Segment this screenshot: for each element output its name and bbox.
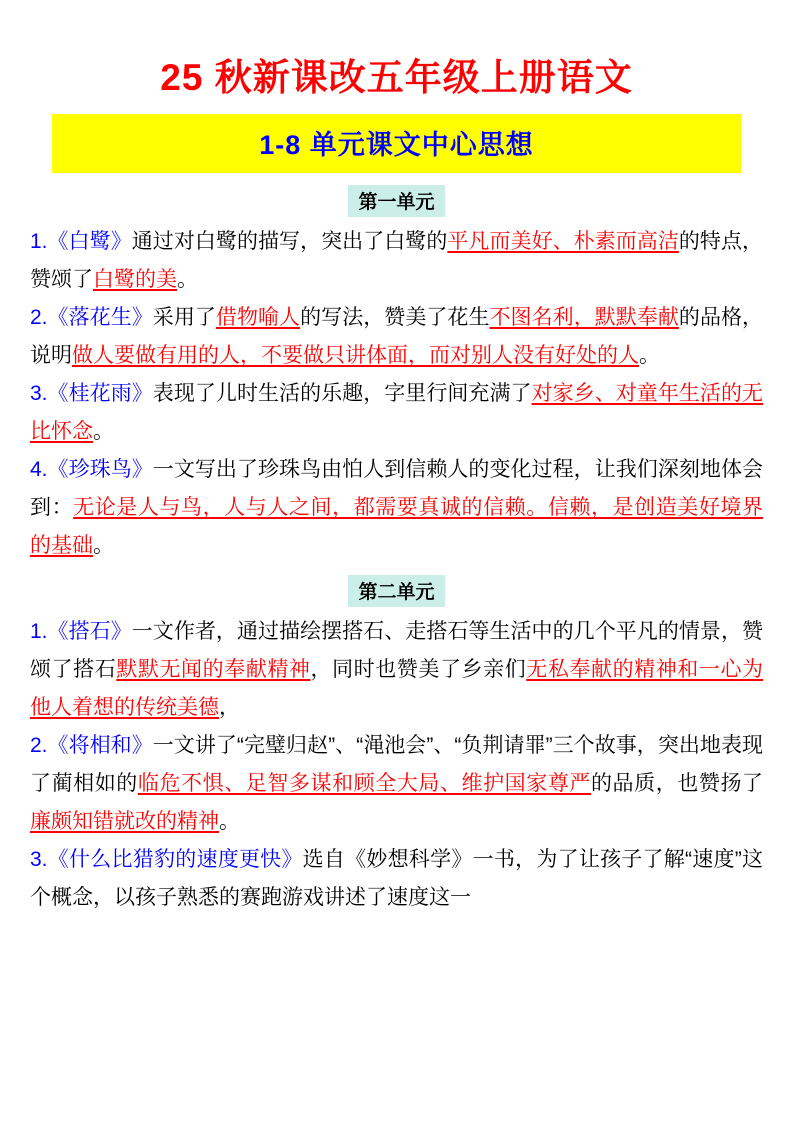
summary-text: 平凡而美好、朴素而高洁: [447, 230, 679, 254]
lesson-summary: [30, 727, 763, 841]
summary-text: 一文作者，通过描绘摆搭石、走搭石等生活中的几个平凡的情景，赞颂了搭石: [30, 620, 763, 682]
item-number: 3.: [30, 382, 48, 406]
unit-heading-label: 第一单元: [348, 185, 444, 217]
lesson-summary: [30, 613, 763, 727]
summary-text: ，同时也赞美了乡亲们: [310, 658, 527, 682]
summary-text: 一文讲了“完璧归赵”、“渑池会”、“负荆请罪”三个故事，突出地表现了蔺相如的: [30, 734, 763, 796]
lesson-title: 《桂花雨》: [47, 382, 153, 406]
summary-text: 白鹭的美: [93, 268, 177, 292]
summary-text: 默默无闻的奉献精神: [116, 658, 311, 682]
lesson-title: 《什么比猎豹的速度更快》: [47, 848, 303, 872]
item-number: 3.: [30, 848, 48, 872]
lesson-summary: [30, 299, 763, 375]
lesson-title: 《落花生》: [47, 306, 153, 330]
item-number: 2.: [30, 306, 48, 330]
lesson-title: 《将相和》: [47, 734, 153, 758]
summary-text: 做人要做有用的人，不要做只讲体面，而对别人没有好处的人: [72, 344, 639, 368]
summary-text: 。: [177, 268, 198, 292]
summary-text: 的写法，赞美了花生: [300, 306, 490, 330]
summary-text: 采用了: [152, 306, 216, 330]
summary-text: 的特点，赞颂了: [30, 230, 764, 292]
unit-heading: [30, 185, 763, 217]
unit-heading: [30, 575, 763, 607]
lesson-title: 《珍珠鸟》: [47, 458, 153, 482]
subtitle-banner: [52, 114, 741, 173]
summary-text: 。: [219, 810, 240, 834]
summary-text: 无私奉献的精神和一心为他人着想的传统美德: [30, 658, 764, 720]
subtitle-text: 1-8 单元课文中心思想: [259, 130, 534, 161]
summary-text: ，: [219, 696, 240, 720]
unit-heading-label: 第二单元: [348, 575, 444, 607]
item-number: 2.: [30, 734, 48, 758]
item-number: 1.: [30, 620, 48, 644]
item-number: 4.: [30, 458, 48, 482]
lesson-title: 《搭石》: [47, 620, 132, 644]
summary-text: 的品质，也赞扬了: [590, 772, 764, 796]
summary-text: 廉颇知错就改的精神: [30, 810, 219, 834]
summary-text: 临危不惧、足智多谋和顾全大局、维护国家尊严: [137, 772, 591, 796]
summary-text: 不图名利，默默奉献: [489, 306, 679, 330]
summary-text: 。: [93, 534, 114, 558]
summary-text: 通过对白鹭的描写，突出了白鹭的: [131, 230, 448, 254]
summary-text: 。: [93, 420, 114, 444]
summary-text: 的品格，说明: [30, 306, 764, 368]
summary-text: 一文写出了珍珠鸟由怕人到信赖人的变化过程，让我们深刻地体会到：: [30, 458, 764, 520]
summary-text: 选自《妙想科学》一书，为了让孩子了解“速度”这个概念，以孩子熟悉的赛跑游戏讲述了速度这一: [30, 848, 763, 910]
lesson-summary: [30, 223, 763, 299]
item-number: 1.: [30, 230, 48, 254]
summary-text: 表现了儿时生活的乐趣，字里行间充满了: [152, 382, 532, 406]
units-container: [30, 185, 763, 917]
summary-text: 无论是人与鸟，人与人之间，都需要真诚的信赖。信赖，是创造美好境界的基础: [30, 496, 764, 558]
page-title: 25 秋新课改五年级上册语文: [160, 57, 633, 98]
summary-text: 对家乡、对童年生活的无比怀念: [30, 382, 764, 444]
lesson-summary: [30, 375, 763, 451]
lesson-title: 《白鹭》: [47, 230, 132, 254]
lesson-summary: [30, 841, 763, 917]
summary-text: 借物喻人: [215, 306, 301, 330]
summary-text: 。: [639, 344, 660, 368]
lesson-summary: [30, 451, 763, 565]
